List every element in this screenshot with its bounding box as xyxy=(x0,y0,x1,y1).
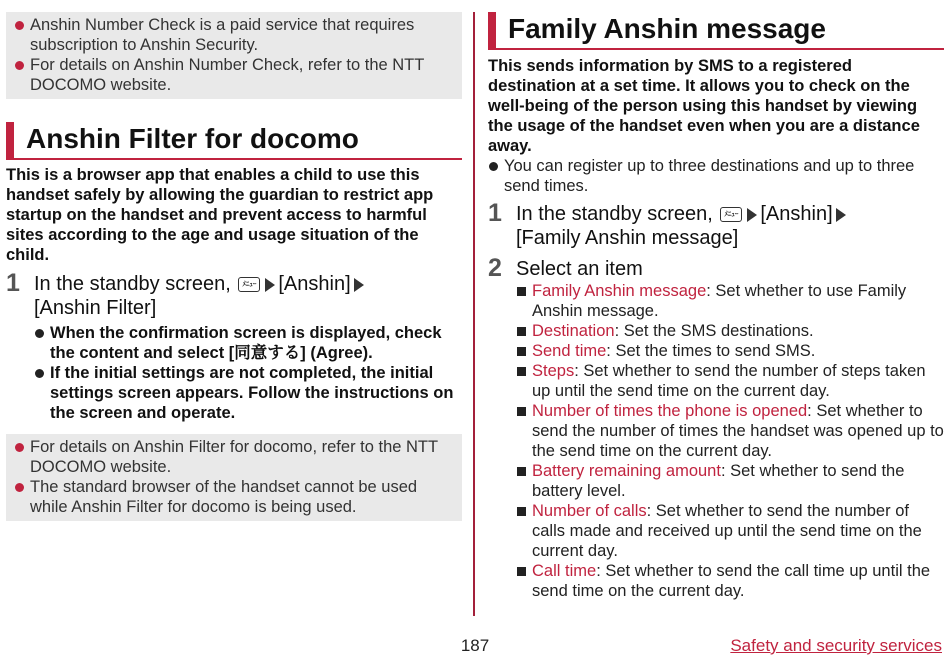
item-term: Family Anshin message xyxy=(532,282,707,300)
note-box-anshin-number-check xyxy=(6,12,462,99)
section-intro: This sends information by SMS to a registered destination at a set time. It allows you to check on the well-being of the person using this handset by viewing the usage of the handset even when you are a distance away. xyxy=(488,57,920,155)
page-number: 187 xyxy=(460,636,490,655)
section-notes xyxy=(488,156,944,196)
item-desc: : Set whether to send the number of calls made and received up until the send time on the current day. xyxy=(532,502,922,560)
right-column xyxy=(488,0,944,601)
list-item xyxy=(516,341,944,361)
list-item xyxy=(516,401,944,461)
step-number: 1 xyxy=(6,269,20,297)
menu-item-family-anshin: [Family Anshin message] xyxy=(516,227,739,249)
item-desc: : Set whether to use Family Anshin message. xyxy=(532,282,907,320)
item-term: Number of times the phone is opened xyxy=(532,402,808,420)
list-item: You can register up to three destinations and up to three send times. xyxy=(488,156,944,196)
item-desc: : Set the times to send SMS. xyxy=(606,342,816,360)
note-box-anshin-filter xyxy=(6,434,462,521)
item-term: Steps xyxy=(532,362,575,380)
item-term: Call time xyxy=(532,562,597,580)
item-desc: : Set whether to send the battery level. xyxy=(532,462,905,500)
section-heading-anshin-filter: Anshin Filter for docomo xyxy=(6,122,462,160)
list-item xyxy=(516,461,944,501)
item-term: Number of calls xyxy=(532,502,647,520)
menu-item-anshin: [Anshin] xyxy=(760,203,833,225)
step-number: 2 xyxy=(488,254,502,282)
item-term: Destination xyxy=(532,322,615,340)
section-intro: This is a browser app that enables a child to use this handset safely by allowing the guardian to restrict app startup on the handset and prevent access to harmful sites according to the age and usage situation of the child. xyxy=(6,166,434,264)
step-1-notes xyxy=(34,323,462,423)
item-desc: : Set the SMS destinations. xyxy=(614,322,814,340)
item-term: Send time xyxy=(532,342,607,360)
list-item: If the initial settings are not completed, the initial settings screen appears. Follow the instructions on the screen and operate. xyxy=(34,363,462,423)
menu-key-icon: ﾒﾆｭｰ xyxy=(720,207,742,222)
note-item: For details on Anshin Number Check, refer to the NTT DOCOMO website. xyxy=(14,55,454,95)
column-divider xyxy=(473,12,475,616)
list-item xyxy=(516,561,944,601)
list-item: When the confirmation screen is displayed, check the content and select [同意する] (Agree). xyxy=(34,323,462,363)
step-text: In the standby screen, xyxy=(516,203,713,225)
list-item xyxy=(516,501,944,561)
step-1 xyxy=(6,269,462,320)
note-item: For details on Anshin Filter for docomo, refer to the NTT DOCOMO website. xyxy=(14,437,454,477)
menu-key-icon: ﾒﾆｭｰ xyxy=(238,277,260,292)
setting-items xyxy=(516,281,944,601)
step-text: Select an item xyxy=(516,258,643,280)
step-1 xyxy=(488,199,944,250)
left-column xyxy=(6,0,462,521)
item-desc: : Set whether to send the number of times the handset was opened up to the send time on the current day. xyxy=(532,402,944,460)
list-item xyxy=(516,361,944,401)
list-item xyxy=(516,281,944,321)
arrow-right-icon xyxy=(747,208,757,222)
arrow-right-icon xyxy=(265,278,275,292)
note-item: Anshin Number Check is a paid service that requires subscription to Anshin Security. xyxy=(14,15,454,55)
section-link[interactable]: Safety and security services xyxy=(730,636,942,655)
step-number: 1 xyxy=(488,199,502,227)
arrow-right-icon xyxy=(836,208,846,222)
menu-item-anshin-filter: [Anshin Filter] xyxy=(34,297,157,319)
step-2 xyxy=(488,254,944,282)
item-desc: : Set whether to send the number of steps taken up until the send time on the current day. xyxy=(532,362,926,400)
item-term: Battery remaining amount xyxy=(532,462,721,480)
menu-item-anshin: [Anshin] xyxy=(278,273,351,295)
arrow-right-icon xyxy=(354,278,364,292)
section-heading-family-anshin: Family Anshin message xyxy=(488,12,944,50)
item-desc: : Set whether to send the call time up until the send time on the current day. xyxy=(532,562,931,600)
step-text: In the standby screen, xyxy=(34,273,231,295)
note-item: The standard browser of the handset cannot be used while Anshin Filter for docomo is being used. xyxy=(14,477,454,517)
list-item xyxy=(516,321,944,341)
